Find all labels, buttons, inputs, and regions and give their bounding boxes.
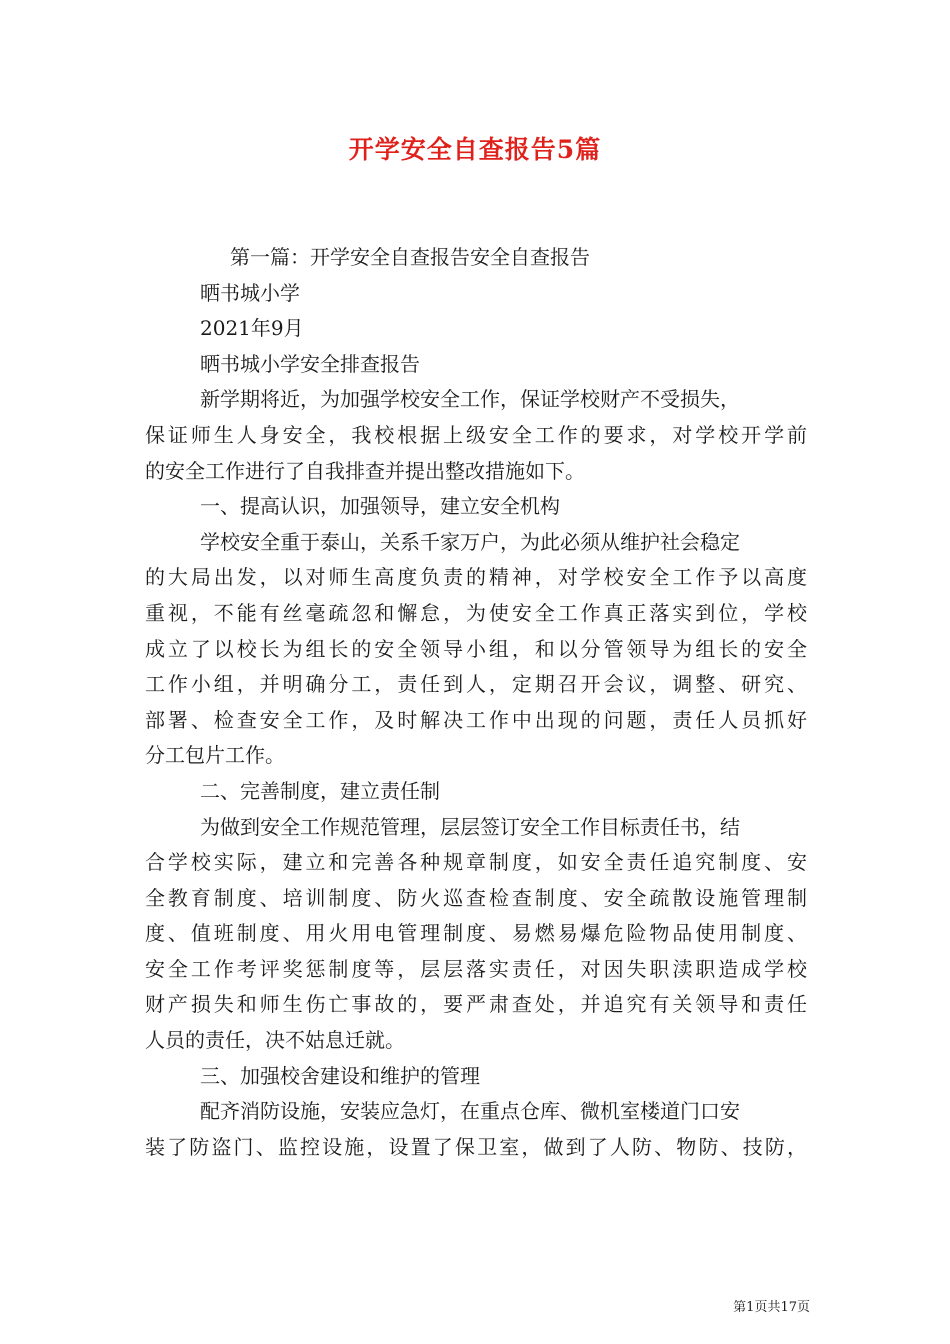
section-line: 配齐消防设施，安装应急灯，在重点仓库、微机室楼道门口安: [200, 1099, 740, 1124]
section-heading: 一、提高认识，加强领导，建立安全机构: [200, 494, 560, 519]
section-line: 成立了以校长为组长的安全领导小组，和以分管领导为组长的安全: [145, 636, 807, 661]
section-line: 人员的责任，决不姑息迁就。: [145, 1028, 405, 1053]
document-body: [145, 240, 807, 1165]
section-line: 合学校实际，建立和完善各种规章制度，如安全责任追究制度、安: [145, 850, 807, 875]
intro-line: 保证师生人身安全，我校根据上级安全工作的要求，对学校开学前: [145, 422, 807, 447]
section-line: 工作小组，并明确分工，责任到人，定期召开会议，调整、研究、: [145, 672, 807, 697]
section-line: 度、值班制度、用火用电管理制度、易燃易爆危险物品使用制度、: [145, 921, 807, 946]
article-heading: 第一篇：开学安全自查报告安全自查报告: [230, 245, 590, 269]
intro-line: 的安全工作进行了自我排查并提出整改措施如下。: [145, 458, 585, 483]
section-line: 安全工作考评奖惩制度等，层层落实责任，对因失职渎职造成学校: [145, 956, 807, 981]
section-line: 的大局出发，以对师生高度负责的精神，对学校安全工作予以高度: [145, 565, 807, 590]
section-line: 重视，不能有丝毫疏忽和懈怠，为使安全工作真正落实到位，学校: [145, 600, 807, 625]
section-line: 全教育制度、培训制度、防火巡查检查制度、安全疏散设施管理制: [145, 885, 807, 910]
intro-line: 新学期将近，为加强学校安全工作，保证学校财产不受损失，: [200, 387, 740, 412]
section-heading: 二、完善制度，建立责任制: [200, 778, 440, 803]
section-line: 部署、检查安全工作，及时解决工作中出现的问题，责任人员抓好: [145, 707, 807, 732]
school-name: 晒书城小学: [200, 280, 300, 305]
section-line: 财产损失和师生伤亡事故的，要严肃查处，并追究有关领导和责任: [145, 992, 807, 1017]
document-title: 开学安全自查报告5篇: [348, 135, 602, 164]
section-line: 学校安全重于泰山，关系千家万户，为此必须从维护社会稳定: [200, 529, 740, 554]
page-number: 第1页共17页: [733, 1300, 810, 1315]
section-line: 装了防盗门、监控设施，设置了保卫室，做到了人防、物防、技防，: [145, 1134, 807, 1159]
section-line: 为做到安全工作规范管理，层层签订安全工作目标责任书，结: [200, 814, 740, 839]
report-date: 2021年9月: [200, 316, 304, 341]
section-line: 分工包片工作。: [145, 743, 285, 768]
section-heading: 三、加强校舍建设和维护的管理: [200, 1063, 480, 1088]
report-title: 晒书城小学安全排查报告: [200, 351, 420, 376]
